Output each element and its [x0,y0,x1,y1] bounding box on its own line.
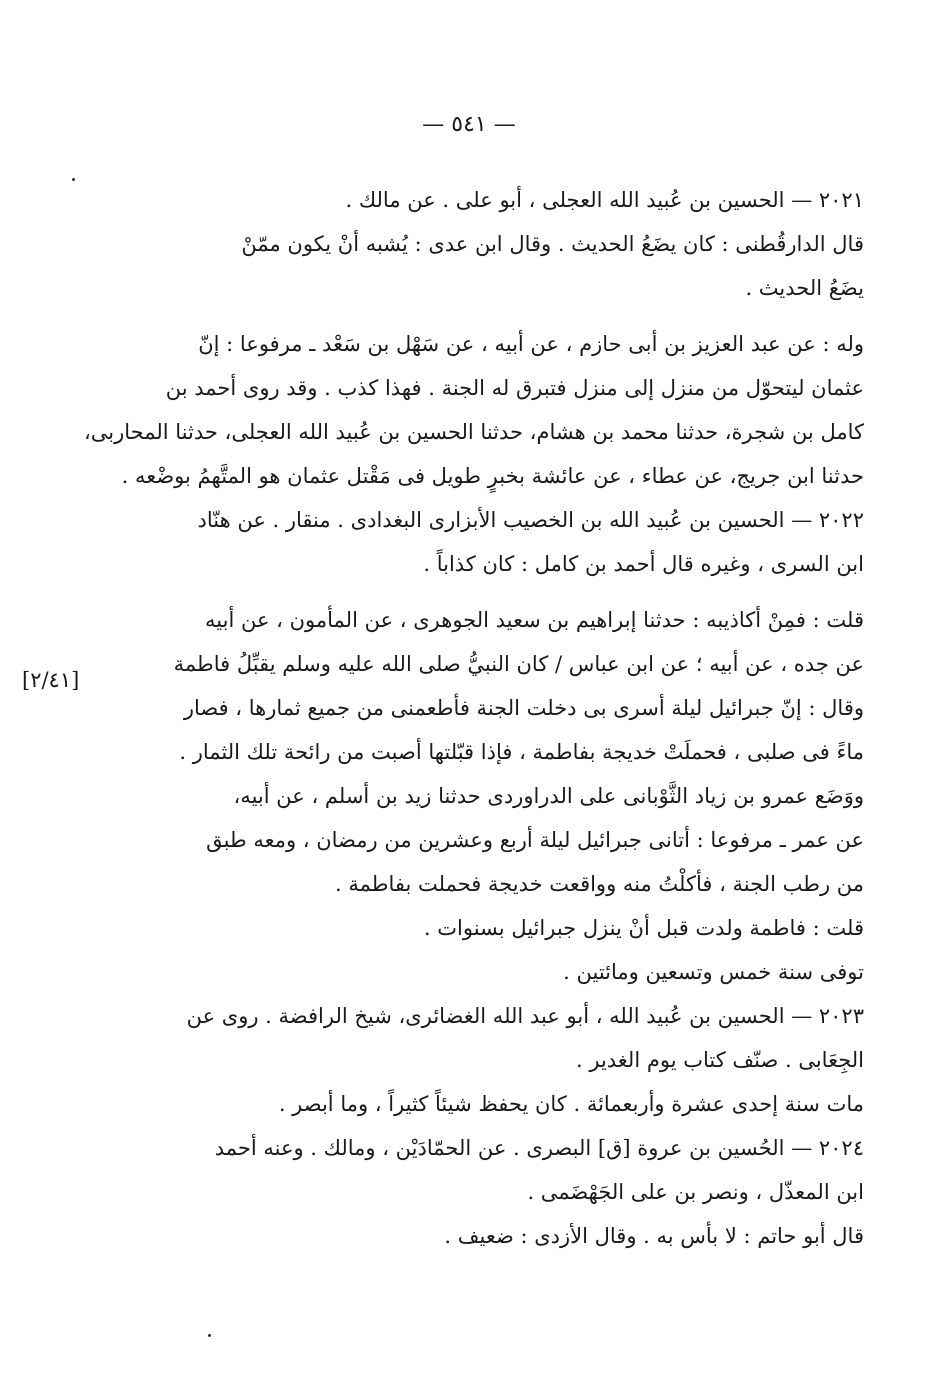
text-line: حدثنا ابن جريج، عن عطاء ، عن عائشة بخبرٍ طويل فى مَقْتل عثمان هو المتَّهمُ بوضْعه . [121,464,864,488]
scan-speck [72,178,75,181]
text-line: من رطب الجنة ، فأكلْتُ منه وواقعت خديجة فحملت بفاطمة . [334,872,864,896]
text-line: ووَضَع عمرو بن زياد الثَّوْبانى على الدراوردى حدثنا زيد بن أسلم ، عن أبيه، [233,784,864,808]
text-line: عثمان ليتحوّل من منزل إلى منزل فتبرق له الجنة . فهذا كذب . وقد روى أحمد بن [165,376,864,400]
entry-2024-heading: ٢٠٢٤ — الحُسين بن عروة [ق] البصرى . عن الحمّادَيْن ، ومالك . وعنه أحمد [214,1136,864,1160]
margin-page-reference: [٢/٤١] [22,668,80,692]
text-line: كامل بن شجرة، حدثنا محمد بن هشام، حدثنا الحسين بن عُبيد الله العجلى، حدثنا المحاربى، [84,420,864,444]
text-line: ابن السرى ، وغيره قال أحمد بن كامل : كان كذاباً . [423,552,864,576]
page-number: — ٥٤١ — [422,112,516,137]
text-line: ماءً فى صلبى ، فحملَتْ خديجة بفاطمة ، فإذا قبّلتها أصبت من رائحة تلك الثمار . [179,740,864,764]
text-line: قلت : فاطمة ولدت قبل أنْ ينزل جبرائيل بسنوات . [423,916,864,940]
entry-2023-heading: ٢٠٢٣ — الحسين بن عُبيد الله ، أبو عبد الله الغضائرى، شيخ الرافضة . روى عن [186,1004,864,1028]
text-line: قلت : فمِنْ أكاذيبه : حدثنا إبراهيم بن سعيد الجوهرى ، عن المأمون ، عن أبيه [205,608,864,632]
text-line: قال الدارقُطنى : كان يضَعُ الحديث . وقال ابن عدى : يُشبه أنْ يكون ممّنْ [241,232,864,256]
text-line: يضَعُ الحديث . [745,276,864,300]
text-line: عن جده ، عن أبيه ؛ عن ابن عباس / كان النبيُّ صلى الله عليه وسلم يقبِّلُ فاطمة [173,652,864,676]
text-line: وله : عن عبد العزيز بن أبى حازم ، عن أبيه ، عن سَهْل بن سَعْد ـ مرفوعا : إنّ [198,332,864,356]
text-line: توفى سنة خمس وتسعين ومائتين . [563,960,864,984]
text-line: ابن المعذّل ، ونصر بن على الجَهْضَمى . [527,1180,864,1204]
scan-speck [208,1334,211,1337]
entry-2022-heading: ٢٠٢٢ — الحسين بن عُبيد الله بن الخصيب الأبزارى البغدادى . منقار . عن هنّاد [197,508,864,532]
text-line: وقال : إنّ جبرائيل ليلة أسرى بى دخلت الجنة فأطعمنى من جميع ثمارها ، فصار [183,696,864,720]
text-line: مات سنة إحدى عشرة وأربعمائة . كان يحفظ شيئاً كثيراً ، وما أبصر . [278,1092,864,1116]
text-line: الجِعَابى . صنّف كتاب يوم الغدير . [576,1048,864,1072]
body-text [72,178,864,1258]
text-line: عن عمر ـ مرفوعا : أتانى جبرائيل ليلة أربع وعشرين من رمضان ، ومعه طبق [206,828,864,852]
text-line: قال أبو حاتم : لا بأس به . وقال الأزدى : ضعيف . [444,1224,864,1248]
entry-2021-heading: ٢٠٢١ — الحسين بن عُبيد الله العجلى ، أبو على . عن مالك . [345,188,864,212]
